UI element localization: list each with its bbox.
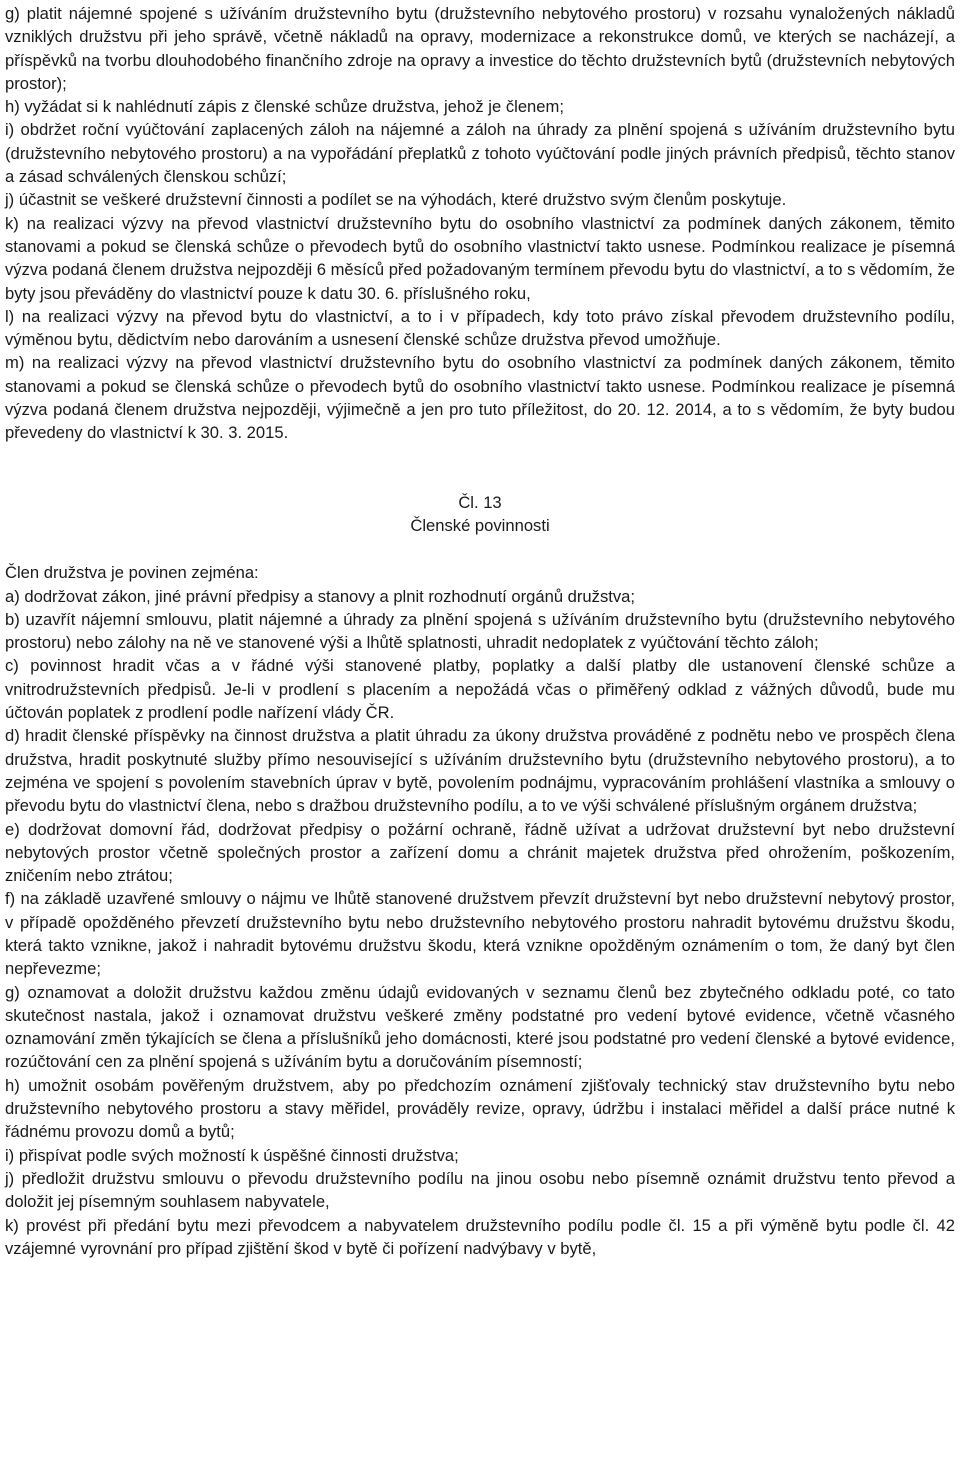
right-k: k) na realizaci výzvy na převod vlastnictví družstevního bytu do osobního vlastnictví za podmínek daných zákonem, těmito stanovami a pokud se členská schůze o převodech bytů do osobního vlastnictví takto usnese. Podmínkou realizace je písemná výzva podaná členem družstva nejpozději 6 měsíců před požadovaným termínem převodu bytu do vlastnictví, a to s vědomím, že byty jsou převáděny do vlastnictví pouze k datu 30. 6. příslušného roku, bbox=[5, 213, 956, 303]
right-m: m) na realizaci výzvy na převod vlastnictví družstevního bytu do osobního vlastnictví za podmínek daných zákonem, těmito stanovami a pokud se členská schůze o převodech bytů do osobního vlastnictví takto usnese. Podmínkou realizace je písemná výzva podaná členem družstva nejpozději, výjimečně a jen pro tuto příležitost, do 20. 12. 2014, a to s vědomím, že byty budou převedeny do vlastnictví k 30. 3. 2015. bbox=[5, 353, 955, 443]
duty-f: f) na základě uzavřené smlouvy o nájmu ve lhůtě stanovené družstvem převzít družstevní byt nebo družstevní nebytový prostor, v případě opožděného převzetí družstevního bytu nebo družstevního nebytového prostoru nahradit bytovému družstvu škodu, která takto vznikne, jakož i nahradit bytovému družstvu škodu, která vznikne opožděným oznámením o tom, že daný byt člen nepřevezme; bbox=[5, 889, 955, 979]
duty-e: e) dodržovat domovní řád, dodržovat předpisy o požární ochraně, řádně užívat a udržovat družstevní byt nebo družstevní nebytových prostor včetně společných prostor a zařízení domu a chránit majetek družstva před ohrožením, poškozením, zničením nebo ztrátou; bbox=[5, 819, 955, 886]
right-h: h) vyžádat si k nahlédnutí zápis z členské schůze družstva, jehož je členem; bbox=[5, 97, 564, 117]
article-heading bbox=[5, 491, 955, 538]
right-j: j) účastnit se veškeré družstevní činnosti a podílet se na výhodách, které družstvo svým členům poskytuje. bbox=[5, 190, 787, 210]
right-l: l) na realizaci výzvy na převod bytu do vlastnictví, a to i v případech, kdy toto právo získal převodem družstevního podílu, výměnou bytu, dědictvím nebo darováním a usnesení členské schůze družstva převod umožňuje. bbox=[5, 306, 955, 350]
article-title: Členské povinnosti bbox=[410, 515, 550, 535]
duty-c: c) povinnost hradit včas a v řádné výši stanovené platby, poplatky a další platby dle ustanovení členské schůze a vnitrodružstevních předpisů. Je-li v prodlení s placením a nepožádá včas o přiměřený odklad z vážných důvodů, bude mu účtován poplatek z prodlení podle nařízení vlády ČR. bbox=[5, 656, 955, 723]
duty-g: g) oznamovat a doložit družstvu každou změnu údajů evidovaných v seznamu členů bez zbytečného odkladu poté, co tato skutečnost nastala, jakož i oznamovat družstvu veškeré změny podstatné pro vedení bytové evidence, včetně včasného oznamování změn týkajících se člena a příslušníků jeho domácnosti, které jsou podstatné pro vedení členské a bytové evidence, rozúčtování cen za plnění spojená s užíváním bytu a doručováním písemností; bbox=[5, 982, 955, 1072]
previous-rights-section bbox=[5, 2, 955, 445]
duty-d: d) hradit členské příspěvky na činnost družstva a platit úhradu za úkony družstva prováděné z podnětu nebo ve prospěch člena družstva, hradit poskytnuté služby přímo nesouvisející s užíváním družstevního bytu (družstevního nebytového prostoru), a to zejména ve spojení s povolením stavebních úprav v bytě, povolením podnájmu, vypracováním prohlášení vlastníka a smlouvy o převodu bytu do vlastnictví člena, nebo s dražbou družstevního podílu, a to ve výši schválené příslušným orgánem družstva; bbox=[5, 726, 955, 816]
duty-i: i) přispívat podle svých možností k úspěšné činnosti družstva; bbox=[5, 1145, 459, 1165]
duties-intro: Člen družstva je povinen zejména: bbox=[5, 563, 259, 583]
spacer bbox=[5, 537, 955, 561]
duty-k: k) provést při předání bytu mezi převodcem a nabyvatelem družstevního podílu podle čl. 15 a při výměně bytu podle čl. 42 vzájemné vyrovnání pro případ zjištění škod v bytě či pořízení nadvýbavy v bytě, bbox=[5, 1215, 955, 1258]
article-number: Čl. 13 bbox=[458, 492, 502, 512]
duty-a: a) dodržovat zákon, jiné právní předpisy a stanovy a plnit rozhodnutí orgánů družstva; bbox=[5, 586, 636, 606]
spacer bbox=[5, 445, 955, 491]
right-i: i) obdržet roční vyúčtování zaplacených záloh na nájemné a záloh na úhrady za plnění spojená s užíváním družstevního bytu (družstevního nebytového prostoru) a na vypořádání přeplatků z tohoto vyúčtování podle jiných právních předpisů, těchto stanov a zásad schválených členskou schůzí; bbox=[5, 120, 955, 187]
duty-h: h) umožnit osobám pověřeným družstvem, aby po předchozím oznámení zjišťovaly technický stav družstevního bytu nebo družstevního nebytového prostoru a stavy měřidel, prováděly revize, opravy, údržbu i instalaci měřidel a další práce nutné k řádnému provozu domů a bytů; bbox=[5, 1075, 955, 1142]
document-page bbox=[5, 2, 955, 1260]
duty-j: j) předložit družstvu smlouvu o převodu družstevního podílu na jinou osobu nebo písemně oznámit družstvu tento převod a doložit jej písemným souhlasem nabyvatele, bbox=[5, 1168, 955, 1212]
duties-section bbox=[5, 561, 955, 1260]
right-g: g) platit nájemné spojené s užíváním družstevního bytu (družstevního nebytového prostoru) v rozsahu vynaložených nákladů vzniklých družstvu při jeho správě, včetně nákladů na opravy, modernizace a rekonstrukce domů, ve kterých se nacházejí, a příspěvků na tvorbu dlouhodobého finančního zdroje na opravy a investice do těchto družstevních bytů (družstevních nebytových prostor); bbox=[5, 4, 955, 93]
duty-b: b) uzavřít nájemní smlouvu, platit nájemné a úhrady za plnění spojená s užíváním družstevního bytu (družstevního nebytového prostoru) nebo zálohy na ně ve stanovené výši a lhůtě splatnosti, uhradit nedoplatek z vyúčtování těchto záloh; bbox=[5, 609, 955, 653]
